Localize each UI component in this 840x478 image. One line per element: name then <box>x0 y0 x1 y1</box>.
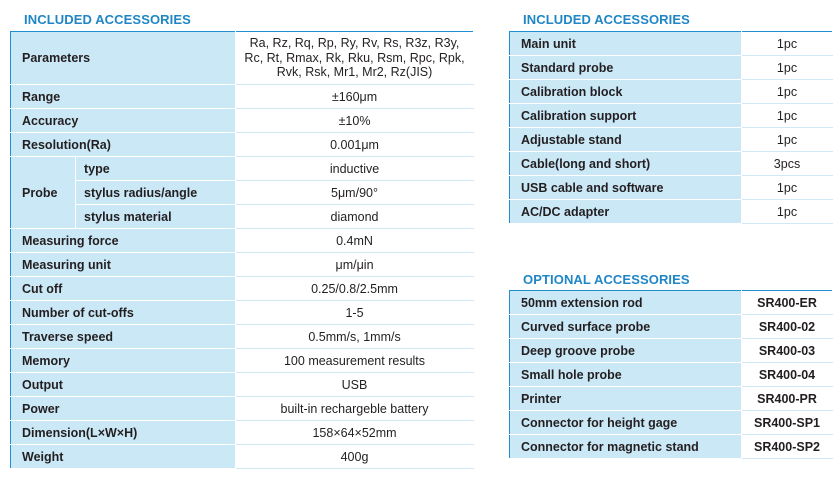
table-row <box>11 181 474 205</box>
table-row <box>11 157 474 181</box>
optional-accessory-name: Connector for magnetic stand <box>510 435 742 459</box>
table-row <box>510 435 833 459</box>
accessory-quantity: 1pc <box>742 200 833 224</box>
spec-value: 0.25/0.8/2.5mm <box>236 277 474 301</box>
optional-accessory-code: SR400-ER <box>742 291 833 315</box>
optional-accessory-code: SR400-02 <box>742 315 833 339</box>
spec-label: Weight <box>11 445 236 469</box>
optional-accessory-code: SR400-PR <box>742 387 833 411</box>
optional-accessory-code: SR400-04 <box>742 363 833 387</box>
accessory-name: Adjustable stand <box>510 128 742 152</box>
table-row <box>510 104 833 128</box>
accessory-name: Main unit <box>510 32 742 56</box>
table-row <box>11 253 474 277</box>
table-row <box>510 32 833 56</box>
probe-sub-value: inductive <box>236 157 474 181</box>
spec-value: 1-5 <box>236 301 474 325</box>
table-row <box>11 349 474 373</box>
optional-accessory-name: Connector for height gage <box>510 411 742 435</box>
optional-accessory-name: Printer <box>510 387 742 411</box>
spec-label: Dimension(L×W×H) <box>11 421 236 445</box>
accessory-quantity: 3pcs <box>742 152 833 176</box>
optional-accessory-name: Deep groove probe <box>510 339 742 363</box>
table-row <box>11 205 474 229</box>
optional-accessory-name: 50mm extension rod <box>510 291 742 315</box>
parameters-label: Parameters <box>11 32 236 85</box>
spec-label: Measuring unit <box>11 253 236 277</box>
accessory-name: Calibration support <box>510 104 742 128</box>
spec-value: USB <box>236 373 474 397</box>
spec-label: Memory <box>11 349 236 373</box>
table-row <box>11 421 474 445</box>
accessory-name: Calibration block <box>510 80 742 104</box>
optional-accessory-name: Curved surface probe <box>510 315 742 339</box>
spec-value: 0.4mN <box>236 229 474 253</box>
spec-label: Output <box>11 373 236 397</box>
spec-value: 158×64×52mm <box>236 421 474 445</box>
optional-accessories-table <box>509 290 833 459</box>
table-row <box>11 133 474 157</box>
table-row <box>510 56 833 80</box>
spec-label: Traverse speed <box>11 325 236 349</box>
spec-value: ±10% <box>236 109 474 133</box>
spec-value: 400g <box>236 445 474 469</box>
accessory-quantity: 1pc <box>742 176 833 200</box>
table-row <box>11 397 474 421</box>
included-accessories-heading: INCLUDED ACCESSORIES <box>523 12 690 27</box>
spec-label: Range <box>11 85 236 109</box>
probe-sub-value: diamond <box>236 205 474 229</box>
accessory-quantity: 1pc <box>742 56 833 80</box>
spec-value: built-in rechargeble battery <box>236 397 474 421</box>
table-row <box>510 152 833 176</box>
table-row <box>510 200 833 224</box>
table-row <box>11 325 474 349</box>
table-row <box>11 301 474 325</box>
table-row <box>11 85 474 109</box>
table-row <box>11 109 474 133</box>
table-row <box>11 445 474 469</box>
probe-sub-label: type <box>76 157 236 181</box>
optional-accessory-code: SR400-SP2 <box>742 435 833 459</box>
table-row <box>11 277 474 301</box>
probe-sub-label: stylus material <box>76 205 236 229</box>
table-row <box>510 387 833 411</box>
specs-heading: INCLUDED ACCESSORIES <box>24 12 191 27</box>
table-row <box>510 291 833 315</box>
spec-label: Cut off <box>11 277 236 301</box>
accessory-quantity: 1pc <box>742 128 833 152</box>
accessory-quantity: 1pc <box>742 104 833 128</box>
optional-accessory-code: SR400-03 <box>742 339 833 363</box>
spec-label: Measuring force <box>11 229 236 253</box>
accessory-name: USB cable and software <box>510 176 742 200</box>
spec-label: Number of cut-offs <box>11 301 236 325</box>
included-accessories-table <box>509 31 833 224</box>
spec-label: Accuracy <box>11 109 236 133</box>
spec-value: 100 measurement results <box>236 349 474 373</box>
table-row <box>510 339 833 363</box>
accessory-name: AC/DC adapter <box>510 200 742 224</box>
optional-accessory-name: Small hole probe <box>510 363 742 387</box>
spec-label: Power <box>11 397 236 421</box>
table-row <box>11 373 474 397</box>
accessory-name: Cable(long and short) <box>510 152 742 176</box>
spec-value: ±160μm <box>236 85 474 109</box>
spec-value: μm/μin <box>236 253 474 277</box>
table-row <box>11 32 474 85</box>
probe-sub-value: 5μm/90° <box>236 181 474 205</box>
parameters-value: Ra, Rz, Rq, Rp, Ry, Rv, Rs, R3z, R3y, Rc, Rt, Rmax, Rk, Rku, Rsm, Rpc, Rpk, Rvk, Rsk, Mr1, Mr2, Rz(JIS) <box>236 32 474 85</box>
probe-sub-label: stylus radius/angle <box>76 181 236 205</box>
accessory-quantity: 1pc <box>742 32 833 56</box>
optional-accessories-heading: OPTIONAL ACCESSORIES <box>523 272 690 287</box>
table-row <box>510 176 833 200</box>
table-row <box>11 229 474 253</box>
optional-accessory-code: SR400-SP1 <box>742 411 833 435</box>
table-row <box>510 411 833 435</box>
specifications-table <box>10 31 474 469</box>
table-row <box>510 363 833 387</box>
table-row <box>510 315 833 339</box>
spec-value: 0.001μm <box>236 133 474 157</box>
accessory-name: Standard probe <box>510 56 742 80</box>
accessory-quantity: 1pc <box>742 80 833 104</box>
spec-label: Resolution(Ra) <box>11 133 236 157</box>
spec-value: 0.5mm/s, 1mm/s <box>236 325 474 349</box>
table-row <box>510 128 833 152</box>
table-row <box>510 80 833 104</box>
probe-label: Probe <box>11 157 76 229</box>
